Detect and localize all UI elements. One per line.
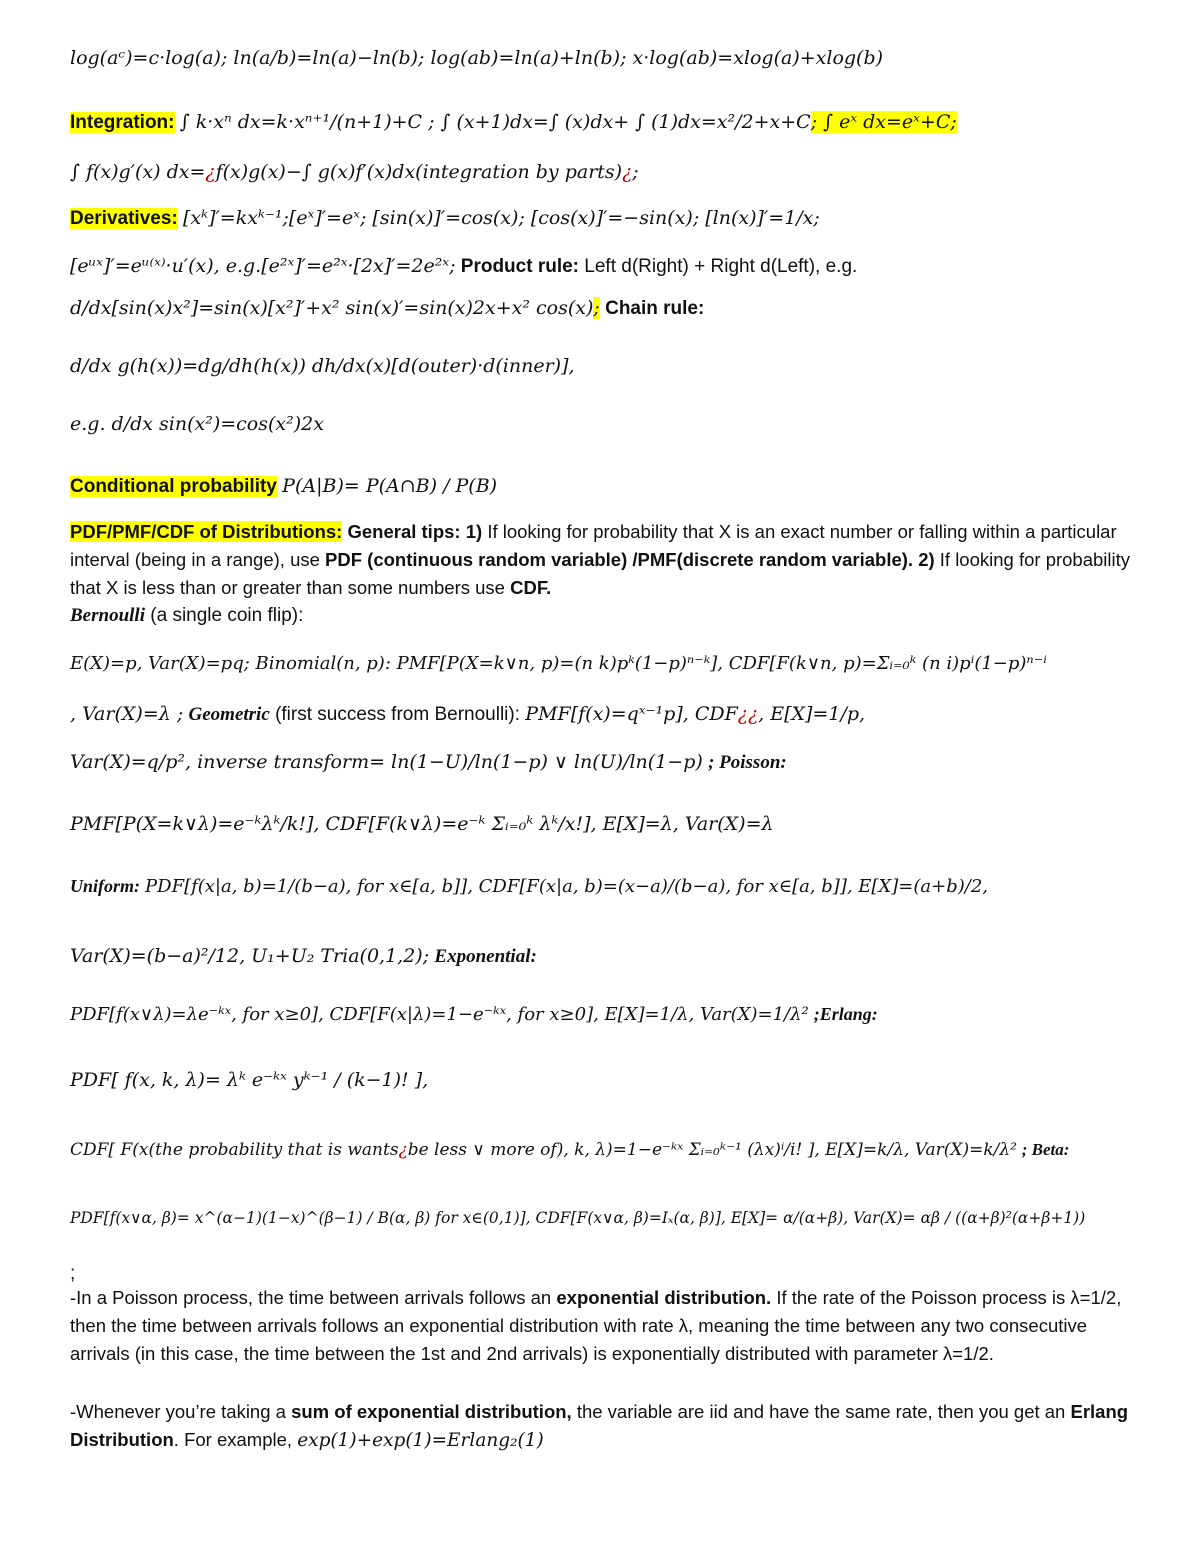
binomial-formula: E(X)=p, Var(X)=pq; Binomial(n, p): PMF[P(X=k∨n, p)=(n k)pᵏ(1−p)ⁿ⁻ᵏ], CDF[F(k∨n, p)=Σᵢ₌₀ᵏ (n i)pⁱ(1−p)ⁿ⁻ⁱ bbox=[70, 653, 1047, 674]
p1-text-a: -In a Poisson process, the time between arrivals follows an bbox=[70, 1287, 552, 1308]
erlang-cdf-glyph: ¿ bbox=[398, 1140, 408, 1160]
ibp-lhs: ∫ f(x)g′(x) dx= bbox=[70, 161, 206, 183]
binomial-variance: , Var(X)=λ ; bbox=[70, 703, 184, 725]
ibp-rhs: f(x)g(x)−∫ g(x)f′(x)dx(integration by parts) bbox=[215, 161, 623, 183]
product-rule-label: Product rule: bbox=[460, 256, 580, 277]
geometric-variance-line bbox=[70, 750, 787, 775]
distribution-tips-paragraph bbox=[70, 518, 1140, 602]
poisson-line bbox=[70, 812, 774, 836]
p2-bold-sum: sum of exponential distribution, bbox=[291, 1401, 572, 1422]
derivatives-line bbox=[70, 206, 820, 231]
beta-line bbox=[70, 1206, 1085, 1230]
p2-text-c: the variable are iid and have the same rate, then you get an bbox=[576, 1401, 1066, 1422]
conditional-probability-line bbox=[70, 474, 497, 499]
product-rule-semicolon: ; bbox=[593, 297, 600, 319]
uniform-line bbox=[70, 874, 988, 899]
log-rules-line bbox=[70, 46, 883, 70]
p2-text-a: -Whenever you’re taking a bbox=[70, 1401, 286, 1422]
distributions-label: PDF/PMF/CDF of Distributions: bbox=[70, 521, 343, 542]
poisson-label: ; Poisson: bbox=[708, 752, 787, 773]
geometric-pmf: PMF[f(x)=qˣ⁻¹p], CDF bbox=[525, 703, 738, 725]
tips-number-2: 2) bbox=[918, 549, 935, 570]
tips-cdf: CDF. bbox=[510, 577, 552, 598]
poisson-formula: PMF[P(X=k∨λ)=e⁻ᵏλᵏ/k!], CDF[F(k∨λ)=e⁻ᵏ Σᵢ₌₀ᵏ λᵏ/x!], E[X]=λ, Var(X)=λ bbox=[70, 813, 774, 835]
chain-rule-formula: d/dx g(h(x))=dg/dh(h(x)) dh/dx(x)[d(outer)·d(inner)], bbox=[70, 355, 575, 377]
geometric-line bbox=[70, 702, 865, 727]
geometric-glyph: ¿¿ bbox=[737, 703, 759, 725]
erlang-cdf-line bbox=[70, 1138, 1069, 1162]
general-tips-label: General tips: 1) bbox=[347, 521, 483, 542]
uniform-variance: Var(X)=(b−a)²/12, U₁+U₂ Tria(0,1,2); bbox=[70, 945, 430, 967]
conditional-probability-label: Conditional probability bbox=[70, 476, 277, 497]
integration-formulas: ∫ k·xⁿ dx=k·xⁿ⁺¹/(n+1)+C ; ∫ (x+1)dx=∫ (x)dx+ ∫ (1)dx=x²/2+x+C bbox=[179, 111, 811, 133]
bernoulli-line bbox=[70, 604, 303, 628]
chain-rule-example: e.g. d/dx sin(x²)=cos(x²)2x bbox=[70, 413, 324, 435]
semicolon: ; bbox=[70, 1263, 76, 1284]
erlang-cdf-c: be less ∨ more of), k, λ)=1−e⁻ᵏˣ Σᵢ₌₀ᵏ⁻¹ (λx)ⁱ/i! ], E[X]=k/λ, Var(X)=k/λ² bbox=[407, 1140, 1017, 1160]
ibp-end: ; bbox=[632, 161, 639, 183]
binomial-line bbox=[70, 652, 1047, 676]
beta-label: ; Beta: bbox=[1021, 1140, 1070, 1159]
geometric-mean: , E[X]=1/p, bbox=[758, 703, 866, 725]
integration-exp-formula: ; ∫ eˣ dx=eˣ+C; bbox=[810, 111, 957, 133]
derivatives-label: Derivatives: bbox=[70, 208, 178, 229]
p1-text-c: If the rate of the Poisson process is λ=1/2, then the time between arrivals follows an exponential distribution with rate λ, meaning the time between any two consecutive arrivals (in this case, the time between the 1st and 2nd arrivals) is exponentially distributed with parameter λ=1/2. bbox=[70, 1287, 1122, 1364]
uniform-formula: PDF[f(x|a, b)=1/(b−a), for x∈[a, b]], CDF[F(x|a, b)=(x−a)/(b−a), for x∈[a, b]], E[X]=(a+b)/2, bbox=[145, 876, 988, 897]
erlang-cdf-a: CDF[ F(x(the probability that is wants bbox=[70, 1140, 399, 1160]
product-rule-text: Left d(Right) + Right d(Left), e.g. bbox=[584, 256, 858, 277]
erlang-paragraph bbox=[70, 1398, 1140, 1455]
p1-bold: exponential distribution. bbox=[556, 1287, 772, 1308]
conditional-probability-formula: P(A|B)= P(A∩B) / P(B) bbox=[282, 475, 498, 497]
exponential-label: Exponential: bbox=[434, 946, 537, 967]
beta-formula: PDF[f(x∨α, β)= x^(α−1)(1−x)^(β−1) / B(α, β) for x∈(0,1)], CDF[F(x∨α, β)=Iₓ(α, β)], E[X]= α/(α+β), Var(X)= αβ / ((α+β)²(α+β+1)) bbox=[70, 1209, 1086, 1227]
bernoulli-label: Bernoulli bbox=[70, 605, 145, 626]
exponential-line bbox=[70, 1002, 878, 1027]
bernoulli-desc: (a single coin flip): bbox=[150, 605, 304, 626]
erlang-label: ;Erlang: bbox=[813, 1004, 878, 1024]
geometric-desc: (first success from Bernoulli): bbox=[275, 704, 521, 725]
chain-rule-label: Chain rule: bbox=[605, 298, 705, 319]
poisson-process-paragraph bbox=[70, 1284, 1140, 1368]
integration-line bbox=[70, 110, 957, 135]
uniform-variance-line bbox=[70, 944, 537, 969]
exp-derivative-line bbox=[70, 254, 857, 279]
ibp-glyph-2: ¿ bbox=[622, 161, 633, 183]
log-rules: log(aᶜ)=c·log(a); ln(a/b)=ln(a)−ln(b); log(ab)=ln(a)+ln(b); x·log(ab)=xlog(a)+xlog(b) bbox=[70, 47, 884, 69]
product-rule-example: d/dx[sin(x)x²]=sin(x)[x²]′+x² sin(x)′=sin(x)2x+x² cos(x) bbox=[70, 297, 594, 319]
semicolon-line bbox=[70, 1262, 75, 1286]
p2-formula: exp(1)+exp(1)=Erlang₂(1) bbox=[297, 1430, 544, 1451]
exp-derivative-formula: [eᵘˣ]′=eᵘ⁽ˣ⁾·u′(x), e.g.[e²ˣ]′=e²ˣ·[2x]′=2e²ˣ; bbox=[70, 255, 456, 277]
geometric-label: Geometric bbox=[188, 704, 270, 725]
derivatives-formulas: [xᵏ]′=kxᵏ⁻¹;[eˣ]′=eˣ; [sin(x)]′=cos(x); [cos(x)]′=−sin(x); [ln(x)]′=1/x; bbox=[183, 207, 820, 229]
geometric-variance: Var(X)=q/p², inverse transform= ln(1−U)/ln(1−p) ∨ ln(U)/ln(1−p) bbox=[70, 751, 703, 773]
p2-bold-erlang: Erlang Distribution bbox=[70, 1401, 1129, 1450]
integration-by-parts-line bbox=[70, 160, 639, 184]
product-rule-example-line bbox=[70, 296, 704, 321]
uniform-label: Uniform: bbox=[70, 876, 141, 896]
erlang-pdf-line bbox=[70, 1068, 428, 1092]
chain-rule-example-line bbox=[70, 412, 324, 436]
tips-text-1: If looking for probability that X is an exact number or falling within a particular interval (being in a range), use bbox=[70, 521, 1117, 570]
tips-text-2: If looking for probability that X is less than or greater than some numbers use bbox=[70, 549, 1131, 598]
chain-rule-line bbox=[70, 354, 575, 378]
erlang-pdf: PDF[ f(x, k, λ)= λᵏ e⁻ᵏˣ yᵏ⁻¹ / (k−1)! ], bbox=[70, 1069, 429, 1091]
ibp-glyph-1: ¿ bbox=[205, 161, 216, 183]
exponential-formula: PDF[f(x∨λ)=λe⁻ᵏˣ, for x≥0], CDF[F(x|λ)=1−e⁻ᵏˣ, for x≥0], E[X]=1/λ, Var(X)=1/λ² bbox=[70, 1004, 809, 1025]
p2-text-e: . For example, bbox=[173, 1429, 293, 1450]
integration-label: Integration: bbox=[70, 112, 175, 133]
tips-pdf-pmf: PDF (continuous random variable) /PMF(discrete random variable). bbox=[325, 549, 914, 570]
